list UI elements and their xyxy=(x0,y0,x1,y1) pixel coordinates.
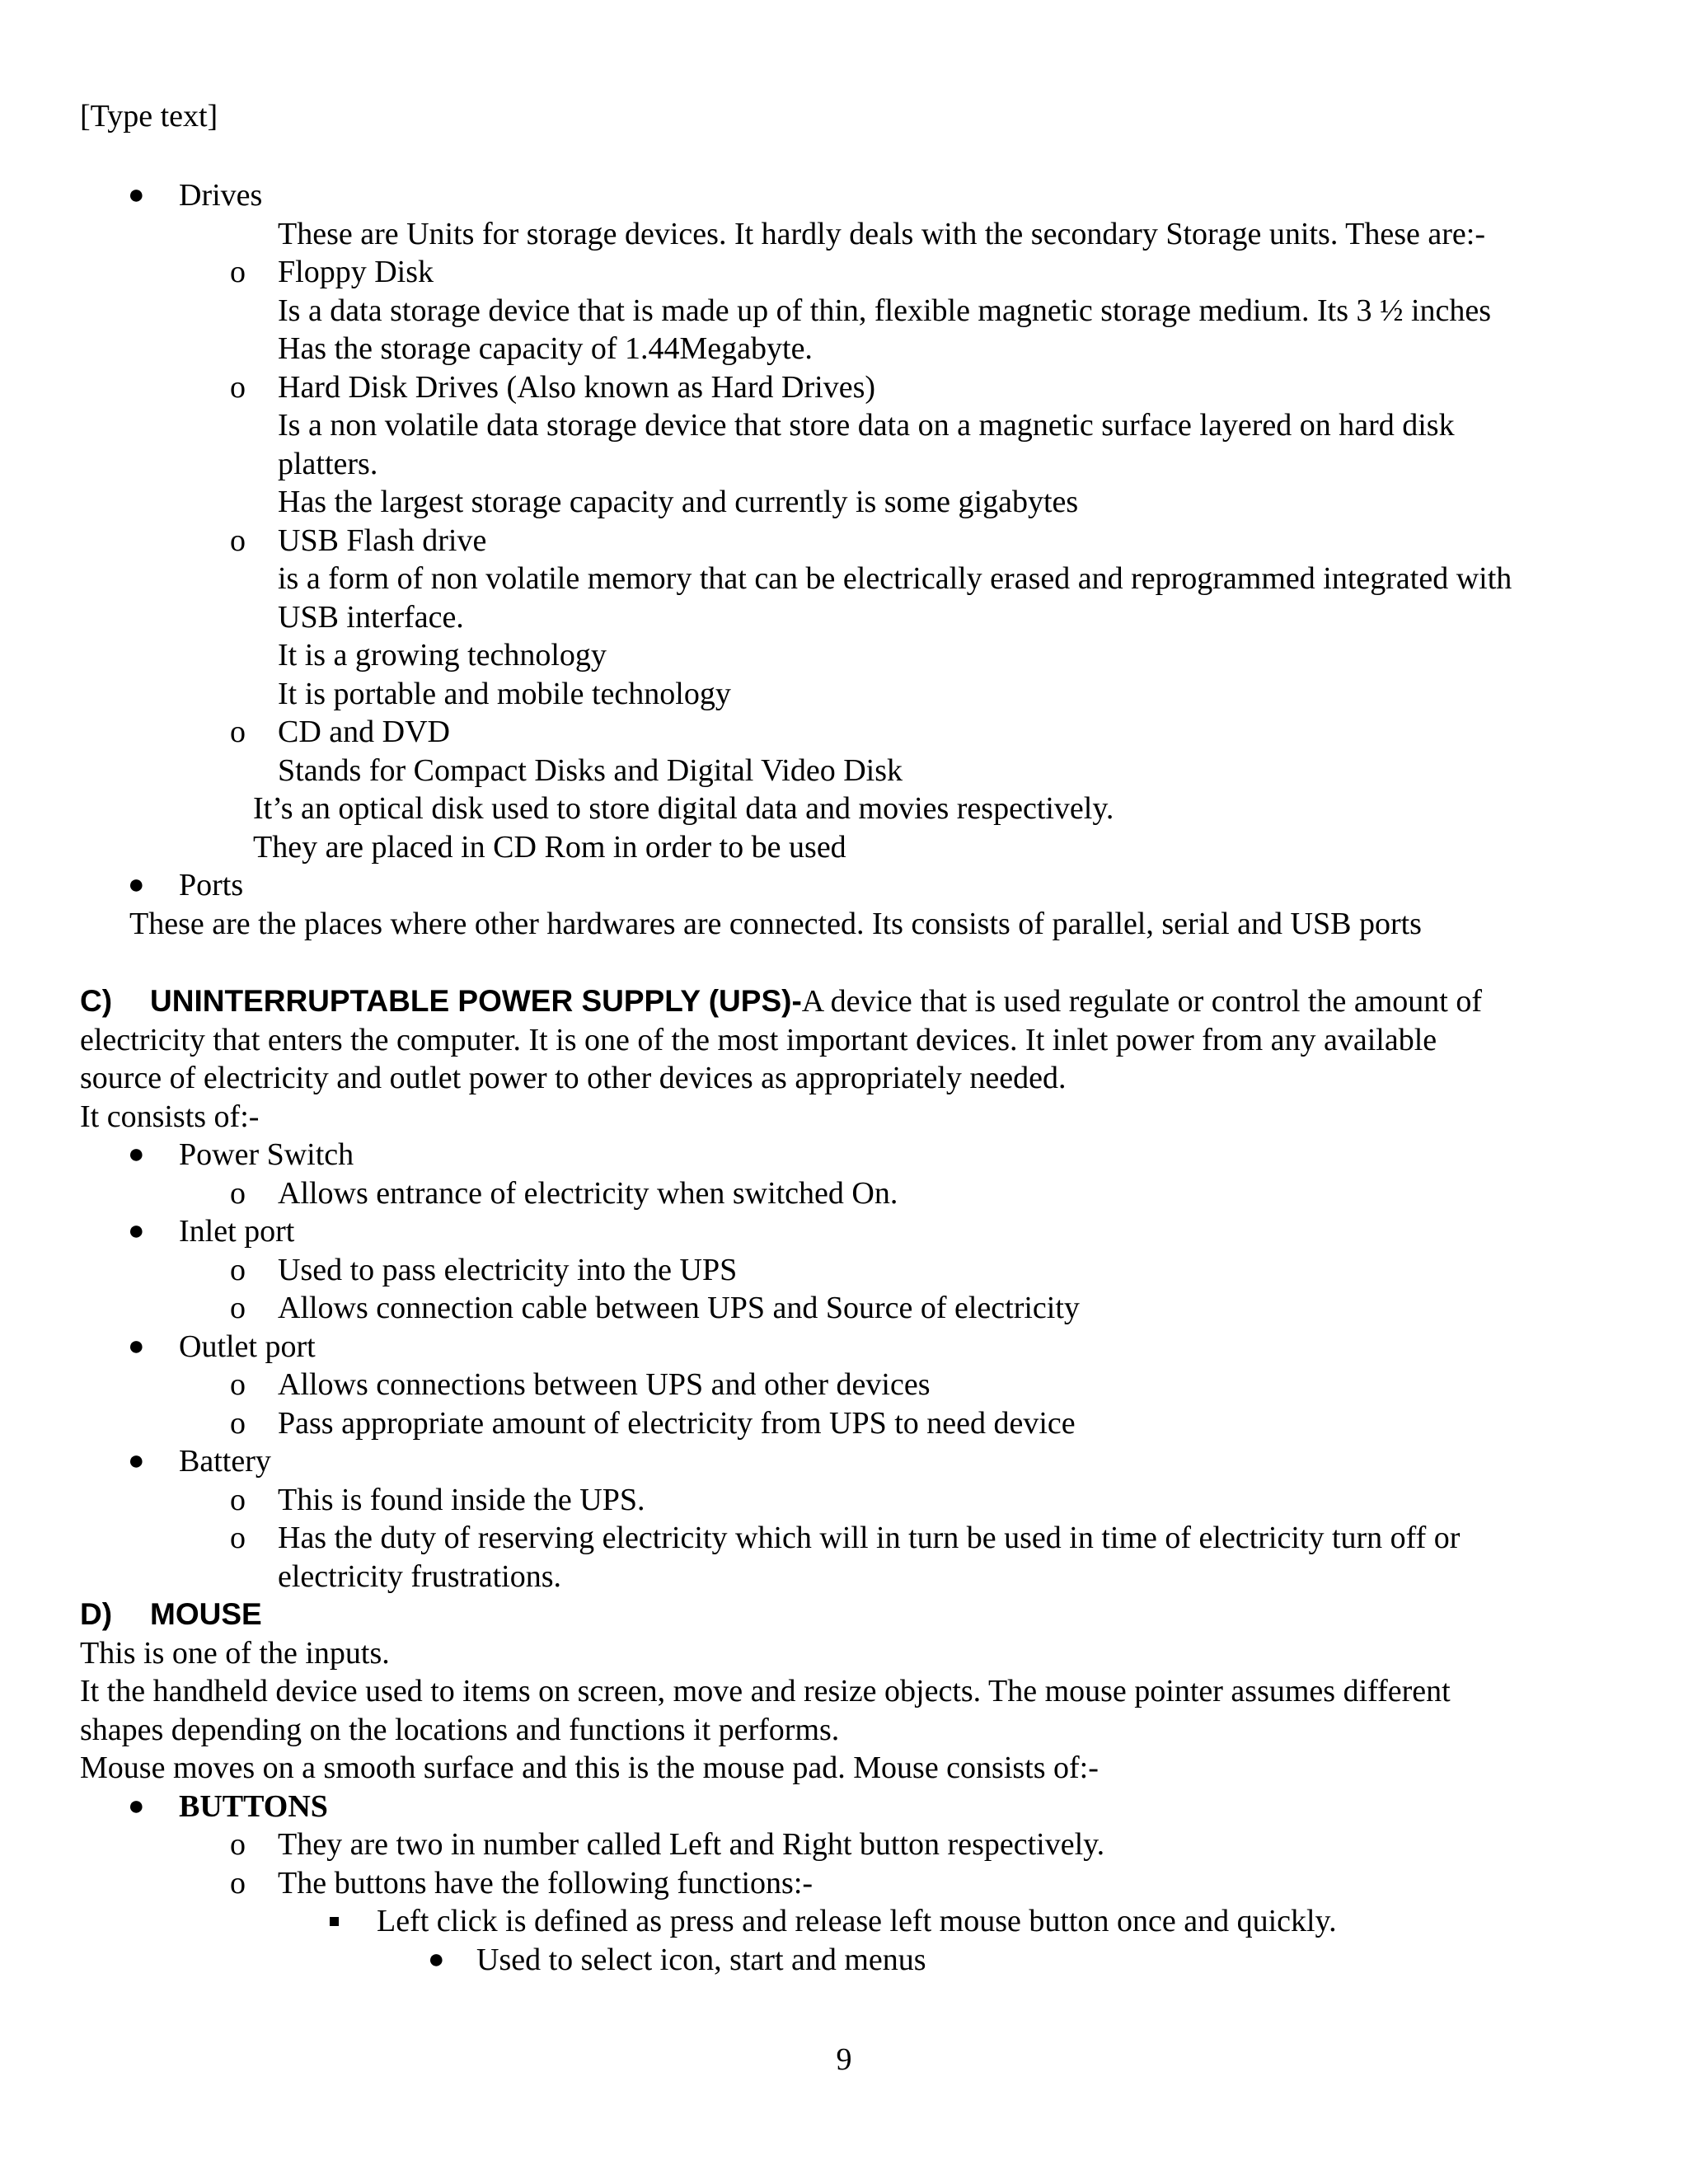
paragraph-text: It is a growing technology xyxy=(278,638,607,673)
section-heading-mouse xyxy=(0,1596,1688,1634)
section-letter: C) xyxy=(80,984,113,1018)
bullet-label: Drives xyxy=(179,178,263,213)
sub-bullet-label: Allows connection cable between UPS and Source of electricity xyxy=(278,1291,1080,1325)
paragraph-text: It the handheld device used to items on screen, move and resize objects. The mouse pointer assumes different xyxy=(80,1674,1451,1708)
bullet-circle-icon: o xyxy=(230,1291,246,1325)
sub-bullet-label: Pass appropriate amount of electricity from UPS to need device xyxy=(278,1405,1076,1441)
sub-bullet-item xyxy=(0,1251,1688,1290)
sub-bullet-label: USB Flash drive xyxy=(278,523,487,558)
paragraph-text: It is portable and mobile technology xyxy=(278,676,731,711)
bullet-label: BUTTONS xyxy=(179,1788,328,1824)
paragraph-text: USB interface. xyxy=(278,599,464,635)
bullet-item-ports xyxy=(0,866,1688,905)
sub-bullet-label: Hard Disk Drives (Also known as Hard Drives) xyxy=(278,369,876,405)
bullet-circle-icon: o xyxy=(230,1252,246,1287)
page-content xyxy=(0,176,1688,1979)
bullet-item-buttons xyxy=(0,1788,1688,1826)
page-header: [Type text] xyxy=(80,99,218,134)
sub-sub-sub-bullet-item xyxy=(0,1941,1688,1980)
bullet-circle-icon: o xyxy=(230,1521,246,1555)
paragraph-text: Has the storage capacity of 1.44Megabyte. xyxy=(278,331,813,366)
text-line xyxy=(0,445,1688,484)
text-line xyxy=(0,828,1688,867)
paragraph-text: They are placed in CD Rom in order to be used xyxy=(253,829,846,865)
text-line xyxy=(0,675,1688,714)
bullet-disc-icon: ● xyxy=(128,869,145,900)
bullet-disc-icon: ● xyxy=(128,180,145,210)
paragraph-text: platters. xyxy=(278,446,378,481)
page-number: 9 xyxy=(836,2042,852,2077)
text-line xyxy=(0,1749,1688,1788)
sub-bullet-item-hdd xyxy=(0,368,1688,407)
sub-bullet-item xyxy=(0,1404,1688,1443)
text-line xyxy=(0,905,1688,944)
paragraph-text: These are the places where other hardwares are connected. Its consists of parallel, serial and USB ports xyxy=(129,906,1422,941)
sub-bullet-item xyxy=(0,1825,1688,1864)
bullet-label: Outlet port xyxy=(179,1329,316,1364)
sub-sub-sub-bullet-label: Used to select icon, start and menus xyxy=(476,1942,926,1977)
sub-bullet-label: This is found inside the UPS. xyxy=(278,1482,645,1517)
bullet-disc-icon: ● xyxy=(128,1330,145,1361)
bullet-circle-icon: o xyxy=(230,1827,246,1862)
bullet-item-inlet-port xyxy=(0,1212,1688,1251)
paragraph-text: source of electricity and outlet power to other devices as appropriately needed. xyxy=(80,1061,1067,1095)
text-line xyxy=(0,636,1688,675)
section-heading-line xyxy=(150,982,1482,1021)
sub-sub-bullet-label: Left click is defined as press and release left mouse button once and quickly. xyxy=(377,1904,1337,1938)
section-title: UNINTERRUPTABLE POWER SUPPLY (UPS)- xyxy=(150,984,802,1018)
bullet-circle-icon: o xyxy=(230,523,246,558)
bullet-circle-icon: o xyxy=(230,1865,246,1900)
text-line xyxy=(0,406,1688,445)
text-line xyxy=(0,215,1688,254)
sub-bullet-item xyxy=(0,1481,1688,1520)
sub-bullet-label: Has the duty of reserving electricity which will in turn be used in time of electricity turn off or xyxy=(278,1521,1461,1555)
text-line xyxy=(0,790,1688,828)
sub-bullet-label: They are two in number called Left and Right button respectively. xyxy=(278,1827,1105,1862)
bullet-item-outlet-port xyxy=(0,1328,1688,1366)
paragraph-text: electricity that enters the computer. It is one of the most important devices. It inlet power from any available xyxy=(80,1022,1437,1057)
text-line xyxy=(0,330,1688,368)
paragraph-text: It consists of:- xyxy=(80,1099,260,1134)
sub-bullet-item xyxy=(0,1174,1688,1213)
sub-bullet-label: The buttons have the following functions:- xyxy=(278,1865,814,1900)
text-line xyxy=(0,1098,1688,1137)
section-title: MOUSE xyxy=(150,1597,262,1631)
sub-bullet-item xyxy=(0,1519,1688,1558)
bullet-circle-icon: o xyxy=(230,1405,246,1441)
bullet-disc-icon: ● xyxy=(428,1943,445,1975)
paragraph-text: This is one of the inputs. xyxy=(80,1635,390,1671)
sub-bullet-item-usb xyxy=(0,522,1688,560)
bullet-item-drives xyxy=(0,176,1688,215)
bullet-circle-icon: o xyxy=(230,1482,246,1517)
text-line xyxy=(0,752,1688,790)
bullet-circle-icon: o xyxy=(230,1367,246,1402)
text-line xyxy=(0,483,1688,522)
text-line xyxy=(0,292,1688,330)
bullet-square-icon xyxy=(330,1917,339,1926)
sub-bullet-item-cd xyxy=(0,713,1688,752)
text-line xyxy=(0,1558,1688,1596)
text-line xyxy=(0,1711,1688,1750)
paragraph-text: A device that is used regulate or control the amount of xyxy=(801,984,1482,1019)
bullet-label: Power Switch xyxy=(179,1137,354,1172)
spacer xyxy=(0,943,1688,982)
sub-bullet-label: CD and DVD xyxy=(278,715,450,749)
bullet-circle-icon: o xyxy=(230,715,246,749)
paragraph-text: Stands for Compact Disks and Digital Video Disk xyxy=(278,752,903,788)
paragraph-text: is a form of non volatile memory that can be electrically erased and reprogrammed integrated with xyxy=(278,561,1512,596)
sub-bullet-item xyxy=(0,1289,1688,1328)
text-line xyxy=(0,598,1688,637)
paragraph-text: Is a non volatile data storage device that store data on a magnetic surface layered on hard disk xyxy=(278,408,1455,443)
paragraph-text: electricity frustrations. xyxy=(278,1558,561,1594)
paragraph-text: It’s an optical disk used to store digital data and movies respectively. xyxy=(253,791,1114,826)
text-line xyxy=(0,560,1688,598)
bullet-item-power-switch xyxy=(0,1136,1688,1174)
text-line xyxy=(0,1634,1688,1673)
paragraph-text: shapes depending on the locations and functions it performs. xyxy=(80,1712,840,1747)
bullet-disc-icon: ● xyxy=(128,1446,145,1476)
paragraph-text: Is a data storage device that is made up of thin, flexible magnetic storage medium. Its 3 ½ inches xyxy=(278,293,1492,328)
bullet-circle-icon: o xyxy=(230,369,246,405)
sub-bullet-label: Allows entrance of electricity when switched On. xyxy=(278,1175,898,1211)
paragraph-text: Mouse moves on a smooth surface and this is the mouse pad. Mouse consists of:- xyxy=(80,1750,1099,1785)
bullet-circle-icon: o xyxy=(230,1175,246,1211)
sub-bullet-label: Allows connections between UPS and other devices xyxy=(278,1367,931,1402)
section-letter: D) xyxy=(80,1597,113,1631)
text-line xyxy=(0,1021,1688,1060)
sub-bullet-item xyxy=(0,1864,1688,1903)
sub-bullet-label: Floppy Disk xyxy=(278,255,434,289)
bullet-label: Ports xyxy=(179,868,244,902)
sub-bullet-label: Used to pass electricity into the UPS xyxy=(278,1252,738,1287)
section-heading-ups xyxy=(0,982,1688,1021)
text-line xyxy=(0,1059,1688,1098)
bullet-label: Inlet port xyxy=(179,1214,295,1249)
paragraph-text: Has the largest storage capacity and currently is some gigabytes xyxy=(278,485,1079,519)
paragraph-text: These are Units for storage devices. It hardly deals with the secondary Storage units. These are:- xyxy=(278,216,1485,251)
bullet-disc-icon: ● xyxy=(128,1139,145,1169)
bullet-item-battery xyxy=(0,1442,1688,1481)
text-line xyxy=(0,1672,1688,1711)
sub-bullet-item-floppy xyxy=(0,253,1688,292)
bullet-label: Battery xyxy=(179,1444,271,1479)
bullet-circle-icon: o xyxy=(230,255,246,289)
bullet-disc-icon: ● xyxy=(128,1216,145,1246)
bullet-disc-icon: ● xyxy=(128,1790,145,1821)
sub-sub-bullet-item xyxy=(0,1902,1688,1941)
sub-bullet-item xyxy=(0,1366,1688,1404)
